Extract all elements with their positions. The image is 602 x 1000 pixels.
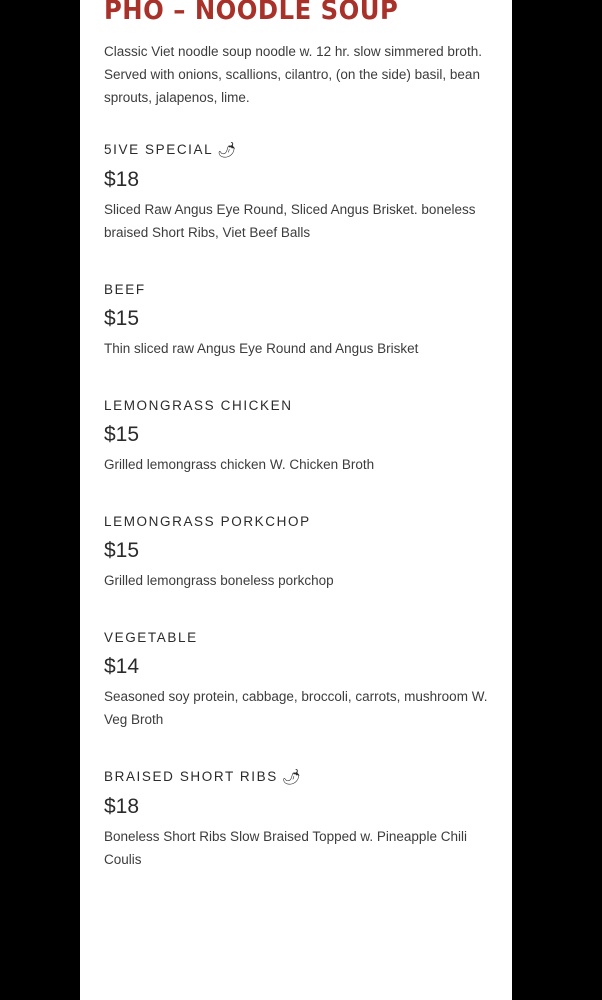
- menu-item: [104, 629, 488, 731]
- menu-item-name: [104, 513, 488, 531]
- menu-item-description: Seasoned soy protein, cabbage, broccoli, carrots, mushroom W. Veg Broth: [104, 689, 488, 727]
- menu-item: [104, 768, 488, 871]
- menu-item-description: Grilled lemongrass chicken W. Chicken Broth: [104, 457, 375, 472]
- menu-item: [104, 397, 488, 476]
- menu-item-price: $15: [104, 307, 140, 330]
- menu-item-name: [104, 281, 488, 299]
- page-title: PHO – NOODLE SOUP: [104, 0, 399, 26]
- menu-item-description: Sliced Raw Angus Eye Round, Sliced Angus Brisket. boneless braised Short Ribs, Viet Beef Balls: [104, 202, 476, 240]
- menu-item: [104, 141, 488, 244]
- section-description: Classic Viet noodle soup noodle w. 12 hr. slow simmered broth. Served with onions, scallions, cilantro, (on the side) basil, bean sprouts, jalapenos, lime.: [104, 44, 482, 105]
- menu-item-price: $18: [104, 795, 140, 818]
- menu-item-list: [104, 141, 488, 871]
- menu-item-price: $14: [104, 655, 140, 678]
- menu-item-name-text: BEEF: [104, 282, 146, 297]
- menu-item-name-text: BRAISED SHORT RIBS: [104, 769, 278, 784]
- menu-item-name-text: LEMONGRASS PORKCHOP: [104, 514, 311, 529]
- menu-item-description: Grilled lemongrass boneless porkchop: [104, 573, 334, 588]
- menu-item-name: [104, 141, 488, 160]
- menu-item-description: Boneless Short Ribs Slow Braised Topped w. Pineapple Chili Coulis: [104, 829, 467, 867]
- menu-item-price: $18: [104, 168, 140, 191]
- menu-item-price: $15: [104, 423, 140, 446]
- menu-item: [104, 513, 488, 592]
- menu-page: [80, 0, 512, 1000]
- menu-item-name-text: 5IVE SPECIAL: [104, 142, 214, 157]
- chili-pepper-icon: 🌶: [217, 142, 237, 159]
- menu-item-name-text: LEMONGRASS CHICKEN: [104, 398, 293, 413]
- menu-item: [104, 281, 488, 360]
- menu-item-name: [104, 397, 488, 415]
- menu-item-price: $15: [104, 539, 140, 562]
- menu-item-name-text: VEGETABLE: [104, 630, 198, 645]
- menu-content: [80, 0, 512, 871]
- chili-pepper-icon: 🌶: [281, 769, 301, 786]
- menu-item-name: [104, 768, 488, 787]
- menu-item-description: Thin sliced raw Angus Eye Round and Angus Brisket: [104, 341, 419, 356]
- menu-item-name: [104, 629, 488, 647]
